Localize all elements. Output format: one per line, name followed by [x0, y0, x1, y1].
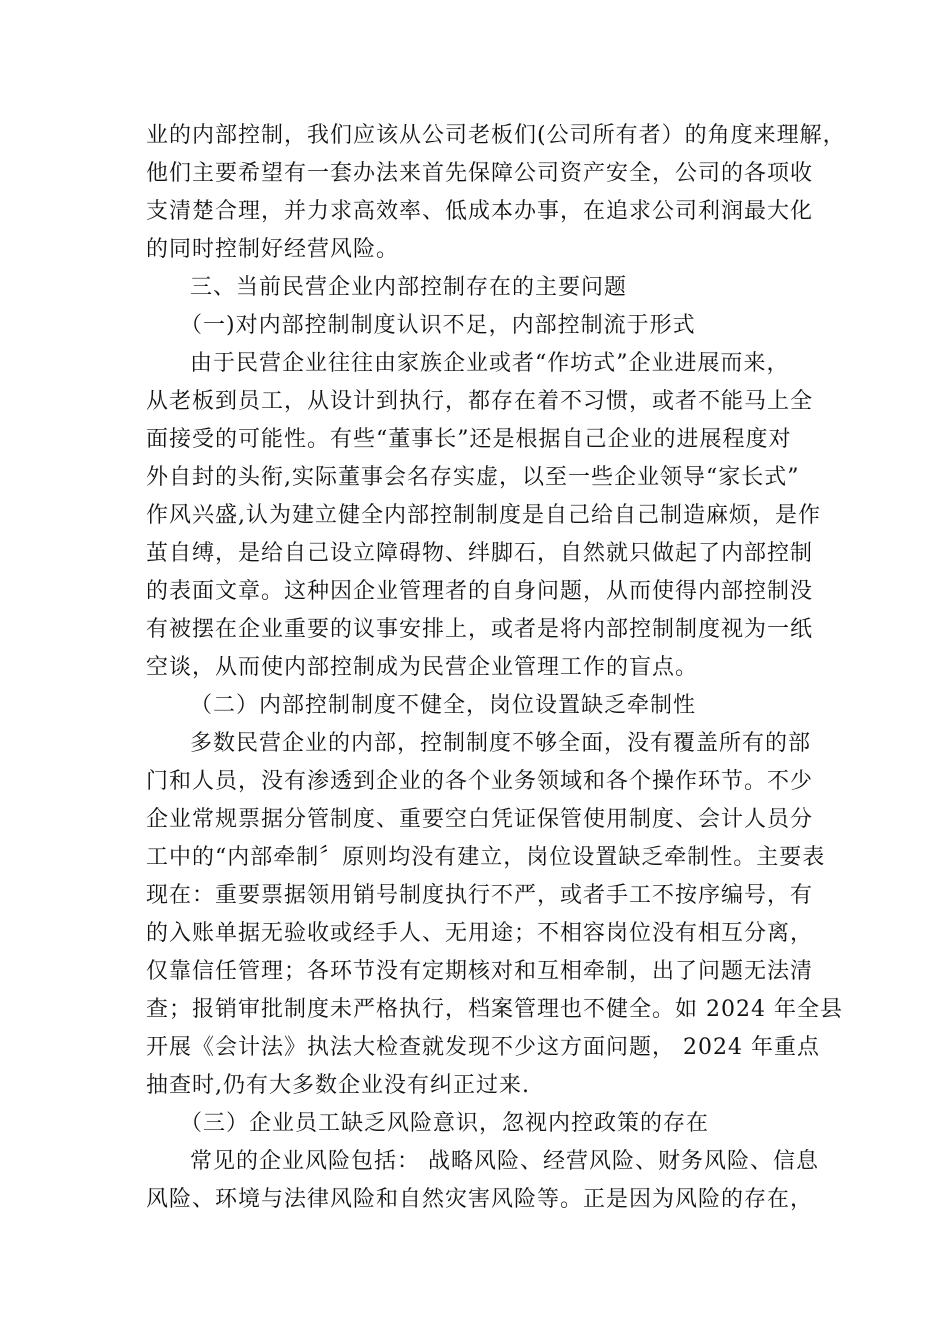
text-line: 的表面文章。这种因企业管理者的自身问题，从而使得内部控制没: [146, 579, 814, 604]
text-line: 由于民营企业往往由家族企业或者“作坊式”企业进展而来，: [190, 351, 790, 376]
text-line: 的入账单据无验收或经手人、无用途；不相容岗位没有相互分离，: [146, 921, 814, 946]
text-line: 有被摆在企业重要的议事安排上，或者是将内部控制制度视为一纸: [146, 617, 814, 642]
text-line: 从老板到员工，从设计到执行，都存在着不习惯，或者不能马上全: [146, 389, 814, 414]
text-line: 企业常规票据分管制度、重要空白凭证保管使用制度、会计人员分: [146, 807, 814, 832]
text-line: 开展《会计法》执法大检查就发现不少这方面问题， 2024 年重点: [146, 1035, 820, 1060]
text-line: 多数民营企业的内部，控制制度不够全面，没有覆盖所有的部: [190, 731, 812, 756]
text-line: 现在：重要票据领用销号制度执行不严，或者手工不按序编号，有: [146, 883, 814, 908]
subsection-heading: （二）内部控制制度不健全，岗位设置缺乏牵制性: [190, 693, 697, 718]
text-line: 风险、环境与法律风险和自然灾害风险等。正是因为风险的存在，: [146, 1187, 814, 1212]
text-line: 门和人员，没有渗透到企业的各个业务领域和各个操作环节。不少: [146, 769, 814, 794]
section-heading: 三、当前民营企业内部控制存在的主要问题: [190, 275, 628, 300]
subsection-heading: （三）企业员工缺乏风险意识，忽视内控政策的存在: [180, 1111, 710, 1136]
text-line: 外自封的头衔,实际董事会名存实虚，以至一些企业领导“家长式”: [146, 465, 800, 490]
text-line: 支清楚合理，并力求高效率、低成本办事，在追求公司利润最大化: [146, 199, 814, 224]
text-line: 业的内部控制，我们应该从公司老板们(公司所有者）的角度来理解，: [146, 123, 846, 148]
text-line: 他们主要希望有一套办法来首先保障公司资产安全，公司的各项收: [146, 161, 814, 186]
text-line: 面接受的可能性。有些“董事长”还是根据自己企业的进展程度对: [146, 427, 792, 452]
text-line: 的同时控制好经营风险。: [146, 237, 400, 262]
text-line: 工中的“内部牵制〞原则均没有建立，岗位设置缺乏牵制性。主要表: [146, 845, 826, 870]
text-line: 仅靠信任管理；各环节没有定期核对和互相牵制，出了问题无法清: [146, 959, 814, 984]
text-line: 常见的企业风险包括： 战略风险、经营风险、财务风险、信息: [190, 1149, 819, 1174]
subsection-heading: （一)对内部控制制度认识不足，内部控制流于形式: [180, 313, 696, 338]
text-line: 抽查时,仍有大多数企业没有纠正过来.: [146, 1073, 530, 1098]
text-line: 查；报销审批制度未严格执行，档案管理也不健全。如 2024 年全县: [146, 997, 843, 1022]
text-line: 作风兴盛,认为建立健全内部控制制度是自己给自己制造麻烦，是作: [146, 503, 821, 528]
text-line: 茧自缚，是给自己设立障碍物、绊脚石，自然就只做起了内部控制: [146, 541, 814, 566]
text-line: 空谈，从而使内部控制成为民营企业管理工作的盲点。: [146, 655, 699, 680]
